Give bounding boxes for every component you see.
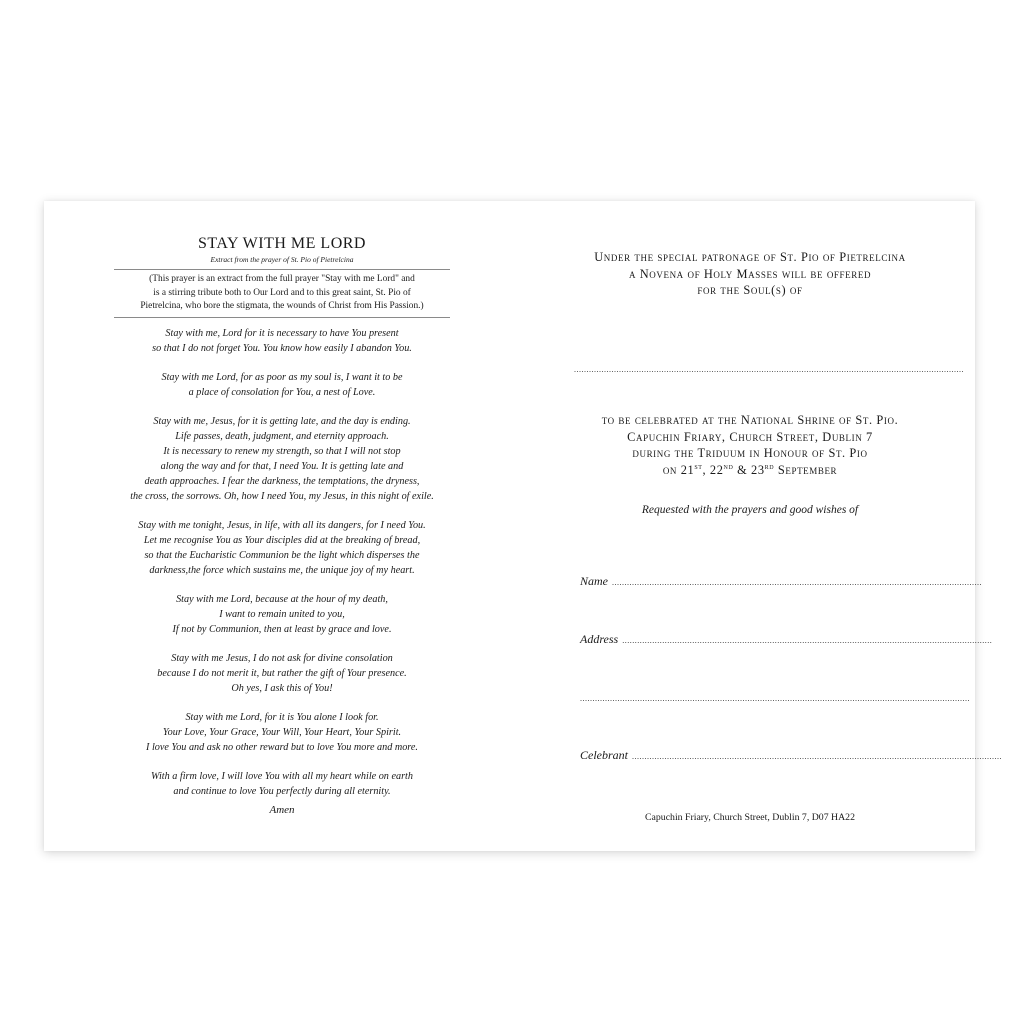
- name-label: Name: [580, 574, 608, 588]
- dates-text: & 23: [733, 462, 765, 477]
- stanza: [114, 592, 450, 637]
- bottom-divider: [114, 317, 450, 318]
- dates-text: , 22: [702, 462, 724, 477]
- novena-card: [44, 201, 1002, 851]
- address-second-blank[interactable]: ............................................................................................................................................................: [580, 694, 970, 703]
- celebrant-blank[interactable]: ....................................................................................................................................................: [632, 752, 1002, 761]
- name-field[interactable]: [580, 574, 982, 589]
- stanza: [114, 769, 450, 799]
- novena-form-panel: [550, 249, 1002, 823]
- prayer-line: If not by Communion, then at least by grace and love.: [172, 623, 392, 635]
- prayer-line: so that I do not forget You. You know how easily I abandon You.: [152, 342, 412, 354]
- patronage-block: [550, 249, 950, 299]
- prayer-line: along the way and for that, I need You. It is getting late and: [160, 460, 404, 472]
- intro-line: (This prayer is an extract from the full prayer "Stay with me Lord" and: [149, 274, 415, 284]
- intro-line: is a stirring tribute both to Our Lord and to this great saint, St. Pio of: [153, 287, 411, 298]
- stanza: [114, 326, 450, 356]
- friary-address: Capuchin Friary, Church Street, Dublin 7, D07 HA22: [645, 812, 855, 823]
- address-field[interactable]: [580, 632, 993, 647]
- patronage-line: for the Soul(s) of: [697, 283, 803, 297]
- name-blank[interactable]: ....................................................................................................................................................: [612, 578, 982, 587]
- stanza: [114, 370, 450, 400]
- prayer-subtitle: Extract from the prayer of St. Pio of Pietrelcina: [210, 255, 354, 264]
- ordinal-suffix: nd: [723, 461, 734, 471]
- prayer-panel: [114, 231, 450, 817]
- address-blank[interactable]: ....................................................................................................................................................: [622, 636, 993, 645]
- prayer-line: the cross, the sorrows. Oh, how I need You, my Jesus, in this night of exile.: [130, 490, 434, 502]
- prayer-line: Your Love, Your Grace, Your Will, Your Heart, Your Spirit.: [162, 726, 402, 738]
- prayer-line: I want to remain united to you,: [219, 608, 345, 620]
- prayer-line: It is necessary to renew my strength, so that I will not stop: [163, 445, 401, 457]
- prayer-line: Oh yes, I ask this of You!: [231, 682, 333, 694]
- prayer-line: Let me recognise You as Your disciples did at the breaking of bread,: [143, 534, 421, 546]
- ordinal-suffix: rd: [764, 461, 775, 471]
- prayer-line: I love You and ask no other reward but to love You more and more.: [146, 741, 418, 753]
- prayer-line: death approaches. I fear the darkness, the temptations, the dryness,: [144, 475, 420, 487]
- prayer-line: Stay with me, Jesus, for it is getting late, and the day is ending.: [153, 415, 411, 427]
- prayer-line: Stay with me Jesus, I do not ask for divine consolation: [171, 652, 393, 664]
- prayer-line: because I do not merit it, but rather the gift of Your presence.: [157, 667, 407, 679]
- stanza: [114, 710, 450, 755]
- celebration-line: during the Triduum in Honour of St. Pio: [632, 446, 868, 460]
- prayer-line: so that the Eucharistic Communion be the light which disperses the: [144, 549, 420, 561]
- address-label: Address: [580, 632, 619, 646]
- stanza: [114, 518, 450, 578]
- prayer-title: STAY WITH ME LORD: [198, 235, 366, 252]
- prayer-line: Life passes, death, judgment, and eternity approach.: [175, 430, 389, 442]
- patronage-line: Under the special patronage of St. Pio of Pietrelcina: [594, 250, 906, 264]
- intro-line: Pietrelcina, who bore the stigmata, the wounds of Christ from His Passion.): [140, 301, 424, 311]
- stanza: [114, 651, 450, 696]
- prayer-line: Stay with me Lord, for as poor as my soul is, I want it to be: [161, 371, 403, 383]
- prayer-line: Stay with me tonight, Jesus, in life, with all its dangers, for I need You.: [138, 519, 426, 531]
- prayer-line: darkness,the force which sustains me, the unique joy of my heart.: [149, 564, 415, 576]
- celebration-line: Capuchin Friary, Church Street, Dublin 7: [627, 429, 873, 444]
- celebration-block: [550, 412, 950, 478]
- celebrant-field[interactable]: [580, 748, 1002, 763]
- patronage-line: a Novena of Holy Masses will be offered: [628, 266, 872, 281]
- celebration-dates: [550, 462, 950, 479]
- prayer-line: Stay with me, Lord for it is necessary to have You present: [165, 327, 399, 339]
- souls-blank-line[interactable]: ............................................................................................................................................................: [574, 365, 964, 374]
- prayer-line: and continue to love You perfectly during all eternity.: [173, 785, 391, 797]
- celebrant-label: Celebrant: [580, 748, 628, 762]
- prayer-intro: [114, 270, 450, 317]
- prayer-stanzas: [114, 326, 450, 817]
- amen-signature: Amen: [269, 803, 295, 816]
- stanza: [114, 414, 450, 504]
- requested-text: Requested with the prayers and good wishes of: [641, 504, 859, 516]
- prayer-line: a place of consolation for You, a nest of Love.: [188, 386, 376, 398]
- dates-text: on 21: [662, 462, 695, 477]
- prayer-line: Stay with me Lord, for it is You alone I look for.: [185, 711, 379, 723]
- prayer-line: Stay with me Lord, because at the hour of my death,: [176, 593, 388, 605]
- ordinal-suffix: st: [694, 461, 703, 471]
- dates-text: September: [774, 462, 838, 477]
- prayer-line: With a firm love, I will love You with all my heart while on earth: [151, 770, 413, 782]
- celebration-line: to be celebrated at the National Shrine of St. Pio.: [601, 413, 899, 427]
